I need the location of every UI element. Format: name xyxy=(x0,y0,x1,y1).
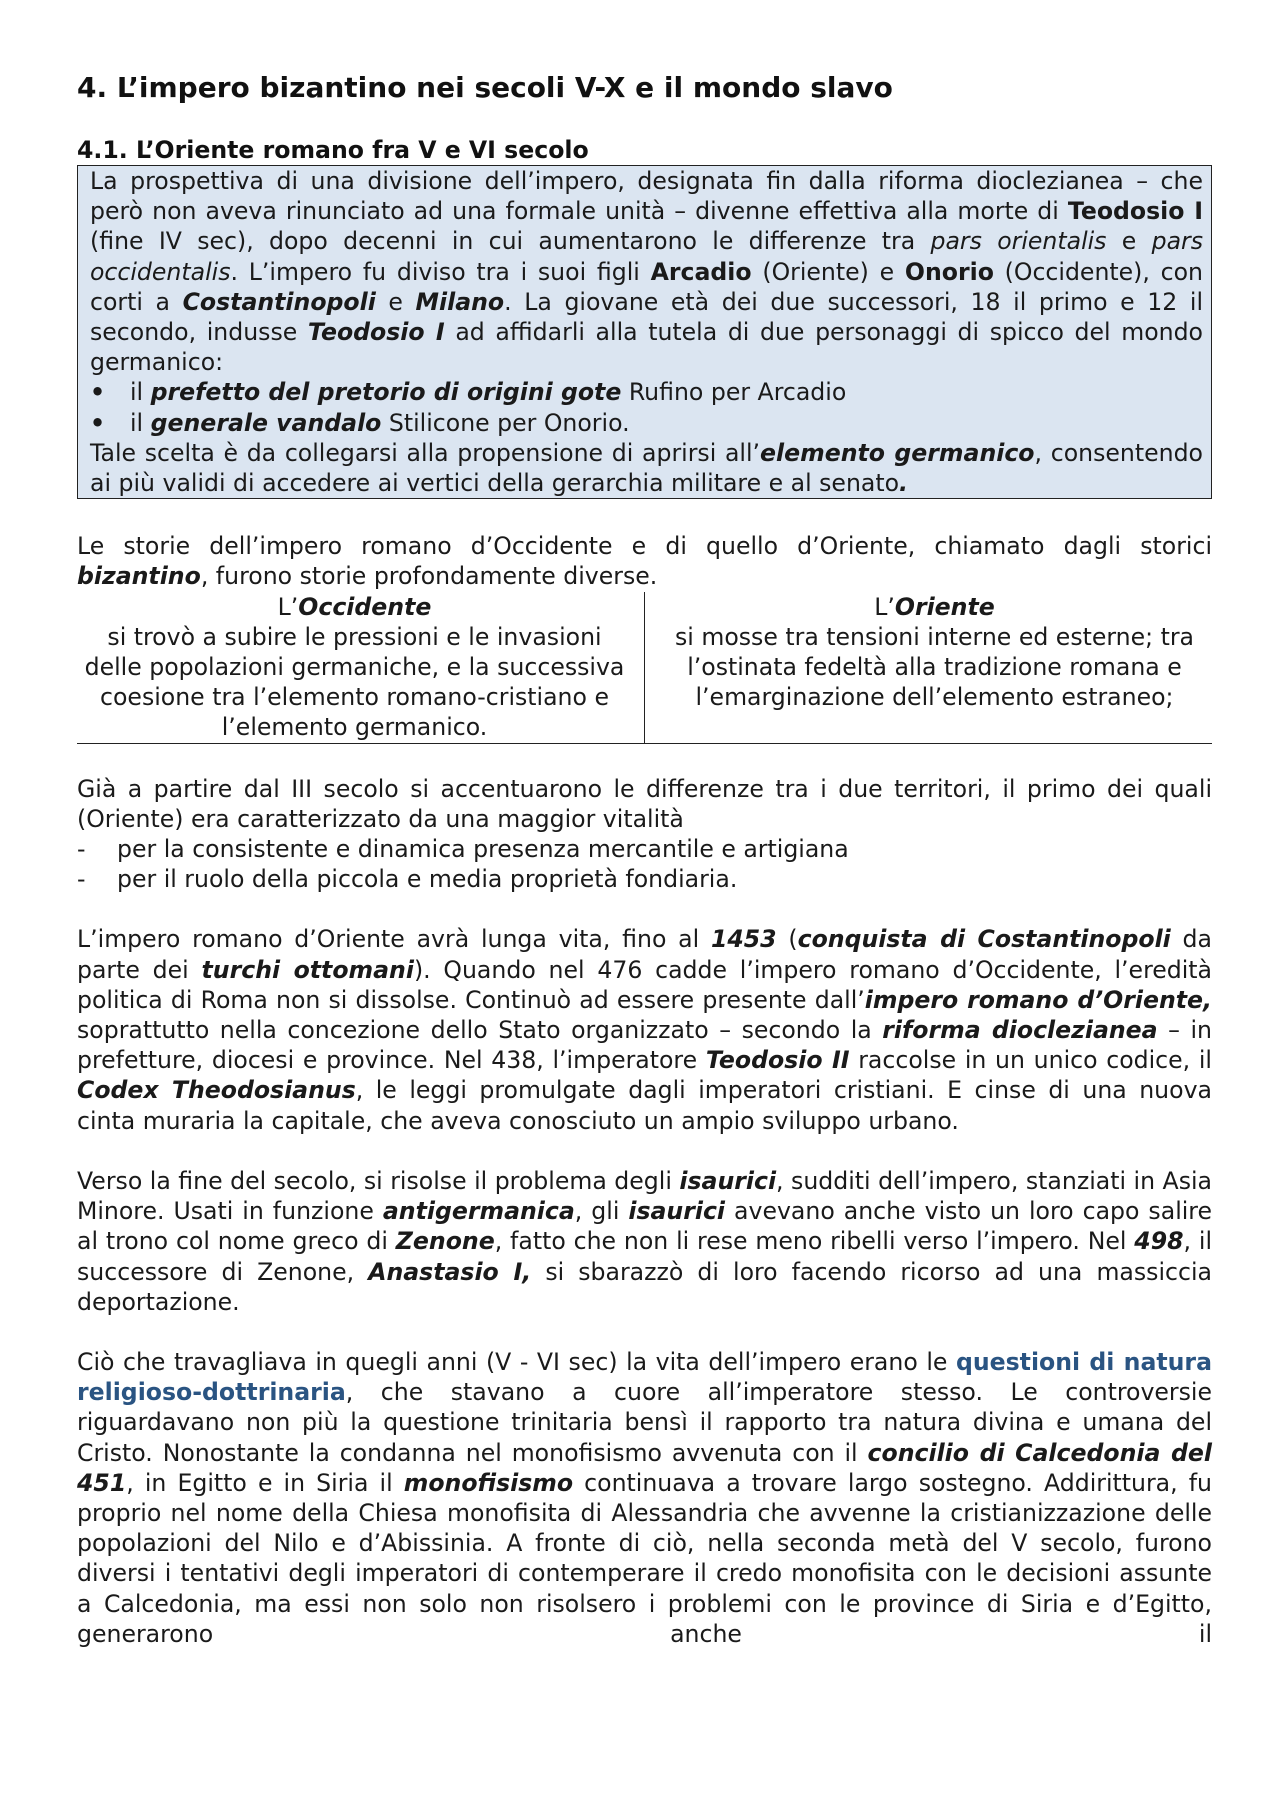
comparison-col-occidente xyxy=(77,592,645,743)
text-run: da parte dei xyxy=(77,925,1212,984)
section-heading: 4.1. L’Oriente romano fra V e VI secolo xyxy=(77,136,589,164)
text-run: ( xyxy=(776,925,798,954)
emph-isaurici: isaurici xyxy=(679,1166,777,1195)
emph-prefetto: prefetto del pretorio di origini gote xyxy=(150,378,622,407)
comparison-text: si mosse tra tensioni interne ed esterne; tra l’ostinata fedeltà alla tradizione romana e l’emarginazione dell’elemento estraneo; xyxy=(675,622,1194,712)
text-run: (Oriente) e xyxy=(751,257,905,286)
text-run: raccolse in un unico codice, il xyxy=(849,1046,1212,1075)
emph-teodosio-ii: Teodosio II xyxy=(705,1046,850,1075)
emph-arcadio: Arcadio xyxy=(650,257,752,286)
emph-teodosio: Teodosio I xyxy=(307,318,445,347)
emph-riforma: riforma dioclezianea xyxy=(882,1016,1158,1045)
text-run: – in prefetture, diocesi e province. Nel 438, l’imperatore xyxy=(77,1016,1213,1075)
dash-text: per la consistente e dinamica presenza mercantile e artigiana xyxy=(117,835,849,864)
bullet-icon: • xyxy=(90,378,106,407)
text-run: (fine IV sec), dopo decenni in cui aumentarono le differenze tra xyxy=(90,227,931,256)
bullet-text xyxy=(130,408,630,438)
text-run: , fatto che non li rese meno ribelli verso l’impero. Nel xyxy=(494,1227,1135,1256)
comparison-title xyxy=(77,592,632,622)
text-run: continuava a trovare largo sostegno. Addirittura, fu proprio nel nome della Chiesa monofisita di Alessandria che avvenne la cristianizzazione delle popolazioni del Nilo e d’Abissinia. A fronte di ciò, nella seconda metà del V secolo, furono diversi i tentativi degli imperatori di contemperare il credo monofisita con le decisioni assunte a Calcedonia, ma essi non solo non risolsero i problemi con le province di Siria e d’Egitto, generarono anche il xyxy=(77,1468,1212,1648)
summary-conclusion xyxy=(90,438,1203,498)
differences-text: Già a partire dal III secolo si accentuarono le differenze tra i due territori, il primo dei quali (Oriente) era caratterizzato da una maggior vitalità xyxy=(77,774,1212,833)
emph-codex: Codex Theodosianus xyxy=(77,1076,356,1105)
long-life-paragraph xyxy=(77,924,1212,1135)
text-run: avevano anche visto un loro capo salire al trono col nome greco di xyxy=(77,1197,1212,1256)
dash-item xyxy=(77,834,1212,864)
bullet-item xyxy=(90,408,1203,438)
text-run: , in Egitto e in Siria il xyxy=(126,1468,404,1497)
text-run: . L’impero fu diviso tra i suoi figli xyxy=(230,257,651,286)
text-run: (Occidente), con corti a xyxy=(90,257,1203,316)
document-page xyxy=(77,70,1212,1649)
comparison-title xyxy=(657,592,1212,622)
comparison-col-oriente xyxy=(645,592,1212,743)
comparison-text: si trovò a subire le pressioni e le invasioni delle popolazioni germaniche, e la successiva coesione tra l’elemento romano-cristiano e l’elemento germanico. xyxy=(84,622,625,742)
text-run: , che stavano a cuore all’imperatore stesso. Le controversie riguardavano non più la questione trinitaria bensì il rapporto tra natura divina e umana del Cristo. Nonostante la condanna nel monofisismo avvenuta con il xyxy=(77,1378,1212,1467)
summary-box xyxy=(77,165,1212,499)
text-run: Occidente xyxy=(298,592,432,621)
text-run: , il successore di Zenone, xyxy=(77,1227,1212,1286)
text-run: La prospettiva di una divisione dell’impero, designata fin dalla riforma dioclezianea – che però non aveva rinunciato ad una formale unità – divenne effettiva alla morte di xyxy=(90,167,1203,226)
dash-marker: - xyxy=(77,865,86,894)
emph-zenone: Zenone xyxy=(395,1227,495,1256)
text-run: il xyxy=(130,378,151,407)
text-run: e xyxy=(1106,227,1152,256)
text-run: , consentendo ai più validi di accedere ai vertici della gerarchia militare e al senato xyxy=(90,438,1203,498)
text-run: si sbarazzò di loro facendo ricorso ad una massiccia deportazione. xyxy=(77,1257,1212,1316)
text-run: ). Quando nel 476 cadde l’impero romano d’Occidente, l’eredità politica di Roma non si dissolse. Continuò ad essere presente dall’ xyxy=(77,955,1213,1014)
isaurici-paragraph xyxy=(77,1166,1212,1317)
emph-calcedonia: concilio di Calcedonia del 451 xyxy=(77,1438,1212,1497)
text-run: Le storie dell’impero romano d’Occidente e di quello d’Oriente, chiamato dagli storici xyxy=(77,532,1212,561)
summary-paragraph xyxy=(90,166,1203,377)
text-run: e xyxy=(375,287,416,316)
intro-paragraph xyxy=(77,531,1212,591)
emph-anastasio: Anastasio I, xyxy=(368,1257,532,1286)
emph-turchi: turchi ottomani xyxy=(201,955,414,984)
differences-paragraph xyxy=(77,774,1212,895)
text-run: soprattutto nella concezione dello Stato organizzato – secondo la xyxy=(77,1016,883,1045)
emph-questioni-religiose: questioni di natura religioso-dottrinaria xyxy=(77,1347,1212,1407)
emph-pars-occidentalis: pars occidentalis xyxy=(90,227,1204,286)
emph-monofisismo: monofisismo xyxy=(403,1468,574,1497)
comparison-table xyxy=(77,592,1212,744)
text-run: Verso la fine del secolo, si risolse il problema degli xyxy=(77,1166,680,1195)
text-run: L’ xyxy=(277,592,299,621)
emph-conquista: conquista di Costantinopoli xyxy=(797,925,1171,954)
emph-bizantino: bizantino xyxy=(77,562,201,591)
text-run: Ciò che travagliava in quegli anni (V - VI sec) la vita dell’impero erano le xyxy=(77,1347,956,1376)
emph-498: 498 xyxy=(1134,1227,1184,1256)
emph-elemento-germanico: elemento germanico xyxy=(760,438,1035,467)
bullet-item xyxy=(90,377,1203,407)
dash-marker: - xyxy=(77,835,86,864)
emph-costantinopoli: Costantinopoli xyxy=(182,287,376,316)
emph-generale-vandalo: generale vandalo xyxy=(150,408,382,437)
text-run: il xyxy=(130,408,151,437)
text-run: Tale scelta è da collegarsi alla propensione di aprirsi all’ xyxy=(90,438,761,467)
emph-antigermanica: antigermanica xyxy=(382,1197,575,1226)
emph-onorio: Onorio xyxy=(904,257,994,286)
religion-paragraph xyxy=(77,1347,1212,1649)
dash-text: per il ruolo della piccola e media proprietà fondiaria. xyxy=(117,865,738,894)
dash-item xyxy=(77,864,1212,894)
bullet-text xyxy=(130,377,846,407)
text-run: . La giovane età dei due successori, 18 il primo e 12 il secondo, indusse xyxy=(90,287,1204,347)
text-run: L’impero romano d’Oriente avrà lunga vita, fino al xyxy=(77,925,711,954)
emph-impero-oriente: impero romano d’Oriente, xyxy=(864,985,1212,1014)
emph-isaurici: isaurici xyxy=(628,1197,726,1226)
text-run: Oriente xyxy=(894,592,995,621)
emph-pars-orientalis: pars orientalis xyxy=(930,227,1107,256)
emph-teodosio: Teodosio I xyxy=(1067,197,1203,226)
emph-milano: Milano xyxy=(415,287,505,316)
text-run: Rufino per Arcadio xyxy=(621,378,847,407)
chapter-heading: 4. L’impero bizantino nei secoli V-X e il mondo slavo xyxy=(77,71,893,104)
text-run: Stilicone per Onorio. xyxy=(381,408,630,437)
text-run: , sudditi dell’impero, stanziati in Asia Minore. Usati in funzione xyxy=(77,1166,1213,1226)
text-run: , furono storie profondamente diverse. xyxy=(200,562,658,591)
text-run: , gli xyxy=(574,1197,629,1226)
emph-1453: 1453 xyxy=(710,925,777,954)
text-run: L’ xyxy=(874,592,895,621)
text-run: . xyxy=(899,469,909,498)
text-run: ad affidarli alla tutela di due personaggi di spicco del mondo germanico: xyxy=(90,318,1203,377)
bullet-icon: • xyxy=(90,408,106,437)
text-run: , le leggi promulgate dagli imperatori cristiani. E cinse di una nuova cinta muraria la capitale, che aveva conosciuto un ampio sviluppo urbano. xyxy=(77,1076,1212,1135)
